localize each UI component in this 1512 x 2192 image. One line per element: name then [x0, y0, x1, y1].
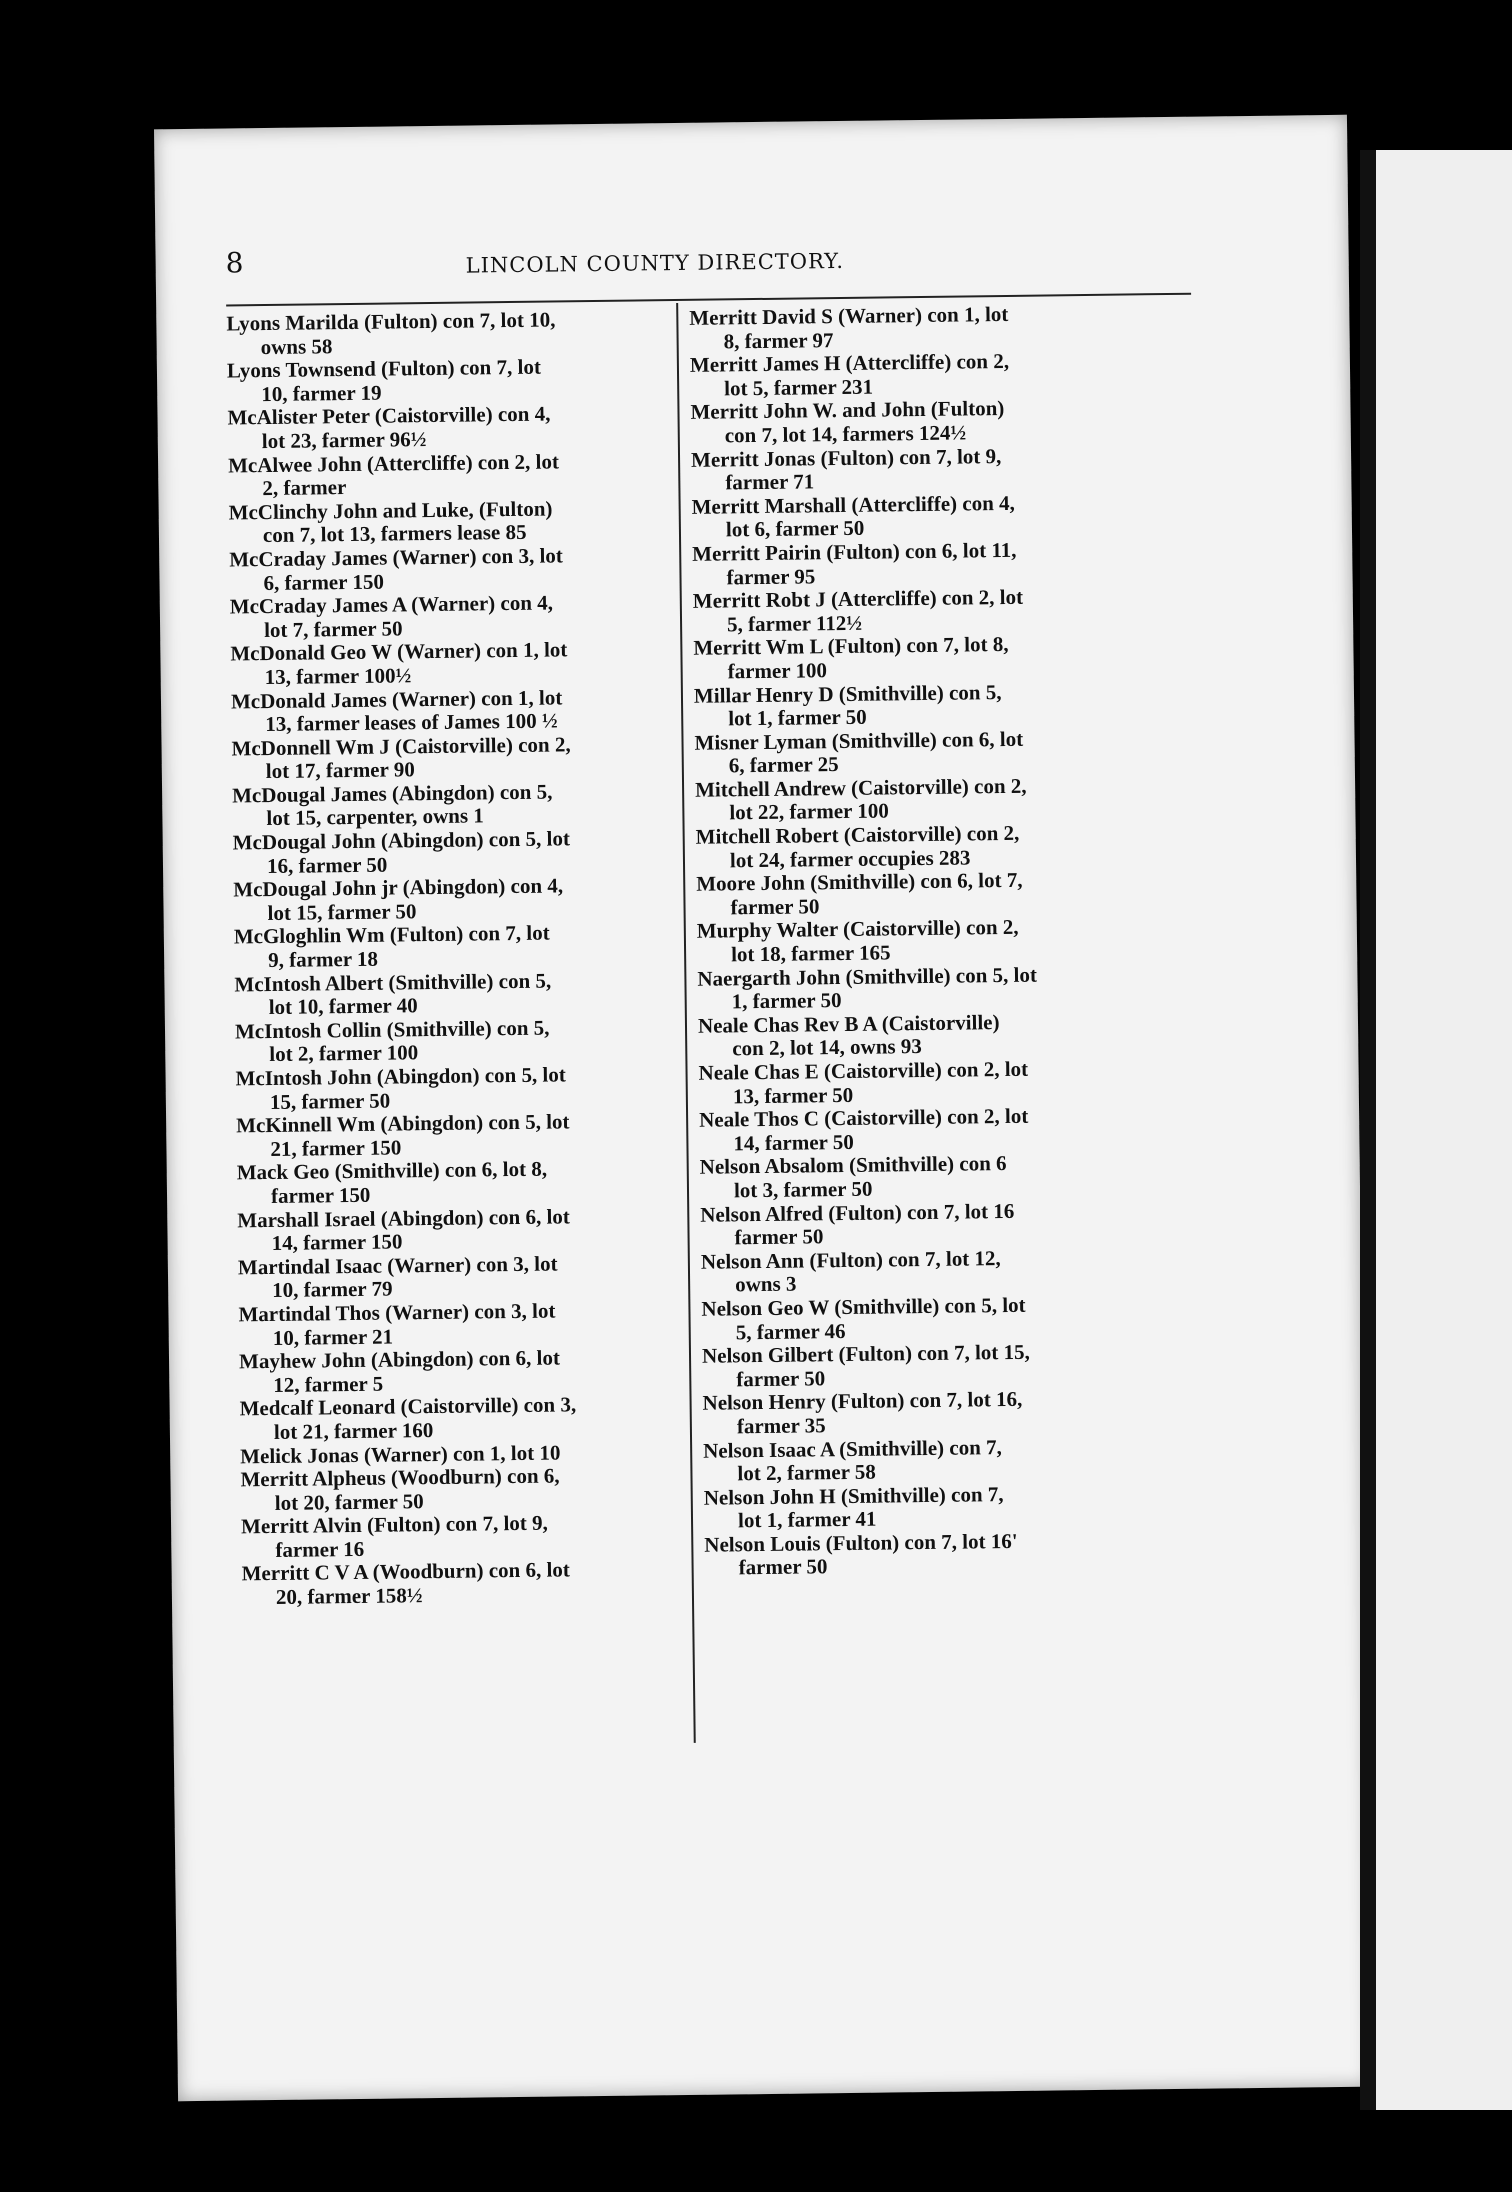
directory-entry	[702, 1339, 1173, 1392]
entry-line: McDougal James (Abingdon) con 5,	[231, 779, 553, 808]
directory-entry	[229, 496, 685, 549]
entry-continuation: lot 22, farmer 100	[729, 798, 889, 825]
directory-entry	[692, 537, 1163, 590]
directory-entry	[703, 1434, 1174, 1487]
entry-line: Martindal Thos (Warner) con 3, lot	[238, 1298, 556, 1327]
directory-entry	[698, 1056, 1169, 1109]
entry-line: Neale Chas Rev B A (Caistorville)	[697, 1009, 1000, 1038]
directory-entry	[701, 1245, 1172, 1298]
entry-continuation: owns 58	[260, 333, 333, 359]
entry-continuation: farmer 50	[736, 1365, 826, 1392]
entry-line: Mack Geo (Smithville) con 6, lot 8,	[236, 1157, 548, 1185]
directory-entry	[233, 873, 689, 926]
directory-entry	[692, 490, 1163, 543]
entry-line: Mayhew John (Abingdon) con 6, lot	[238, 1345, 561, 1374]
directory-entry	[691, 443, 1162, 496]
entry-continuation: 5, farmer 112½	[726, 610, 863, 637]
entry-continuation: lot 21, farmer 160	[273, 1417, 434, 1444]
entry-continuation: lot 20, farmer 50	[274, 1488, 424, 1515]
entry-line: Medcalf Leonard (Caistorville) con 3,	[239, 1392, 577, 1421]
directory-entry	[693, 584, 1164, 637]
directory-entry	[241, 1510, 697, 1563]
entry-continuation: 6, farmer 25	[728, 752, 839, 778]
directory-entry	[699, 1103, 1170, 1156]
directory-entry	[239, 1345, 695, 1398]
entry-continuation: farmer 71	[725, 469, 815, 495]
directory-entry	[695, 773, 1166, 826]
entry-line: Lyons Townsend (Fulton) con 7, lot	[226, 354, 542, 383]
directory-entry	[702, 1386, 1173, 1439]
entry-continuation: farmer 100	[727, 658, 828, 684]
entry-line: Nelson Louis (Fulton) con 7, lot 16'	[704, 1528, 1018, 1557]
directory-entry	[235, 1062, 691, 1115]
entry-line: McDonald James (Warner) con 1, lot	[230, 684, 563, 713]
directory-entry	[227, 401, 683, 454]
entry-continuation: farmer 95	[726, 563, 816, 589]
entry-line: Marshall Israel (Abingdon) con 6, lot	[237, 1203, 570, 1232]
directory-entry	[690, 348, 1161, 401]
entry-continuation: lot 18, farmer 165	[730, 940, 891, 967]
entry-line: McDougal John (Abingdon) con 5, lot	[232, 826, 571, 855]
entry-line: Nelson Isaac A (Smithville) con 7,	[703, 1434, 1002, 1463]
entry-line: McDonald Geo W (Warner) con 1, lot	[230, 637, 568, 666]
page-header	[225, 235, 1195, 287]
directory-entry	[696, 820, 1167, 873]
entry-continuation: lot 5, farmer 231	[724, 374, 874, 401]
entry-line: Mitchell Robert (Caistorville) con 2,	[695, 820, 1020, 849]
entry-line: Neale Chas E (Caistorville) con 2, lot	[698, 1056, 1029, 1085]
directory-entry	[240, 1463, 696, 1516]
entry-line: McDonnell Wm J (Caistorville) con 2,	[231, 732, 571, 761]
entry-line: Merritt C V A (Woodburn) con 6, lot	[241, 1557, 570, 1586]
entry-continuation: 2, farmer	[262, 475, 347, 501]
entry-line: Murphy Walter (Caistorville) con 2,	[696, 915, 1019, 944]
entry-line: Nelson Henry (Fulton) con 7, lot 16,	[702, 1387, 1023, 1416]
directory-entry	[240, 1392, 696, 1445]
entry-continuation: 13, farmer 100½	[264, 663, 412, 689]
directory-entry	[232, 779, 688, 832]
directory-entry	[237, 1203, 693, 1256]
entry-line: Merritt David S (Warner) con 1, lot	[689, 301, 1009, 330]
entry-continuation: lot 15, farmer 50	[267, 899, 417, 925]
page-number: 8	[225, 246, 244, 280]
entry-continuation: farmer 16	[275, 1536, 365, 1562]
entry-continuation: 8, farmer 97	[723, 327, 834, 354]
entry-line: McCraday James A (Warner) con 4,	[229, 590, 554, 619]
entry-continuation: 15, farmer 50	[269, 1088, 391, 1114]
entry-continuation: lot 2, farmer 100	[269, 1040, 419, 1067]
entry-continuation: con 7, lot 13, farmers lease 85	[262, 520, 527, 548]
entry-continuation: con 7, lot 14, farmers 124½	[724, 420, 967, 448]
entry-continuation: lot 24, farmer occupies 283	[729, 845, 971, 873]
entry-continuation: farmer 50	[730, 894, 820, 920]
entry-continuation: 9, farmer 18	[268, 946, 379, 973]
right-column	[689, 301, 1175, 1581]
entry-continuation: 21, farmer 150	[270, 1135, 402, 1161]
entry-continuation: 6, farmer 150	[263, 569, 385, 595]
directory-page	[154, 115, 1371, 2101]
entry-line: McClinchy John and Luke, (Fulton)	[228, 496, 553, 525]
directory-entry	[227, 354, 683, 407]
entry-line: Naergarth John (Smithville) con 5, lot	[697, 962, 1038, 991]
entry-continuation: lot 1, farmer 50	[728, 704, 867, 731]
entry-continuation: farmer 35	[736, 1413, 826, 1439]
directory-entry	[230, 637, 686, 690]
directory-entry	[238, 1251, 694, 1304]
entry-line: Nelson Absalom (Smithville) con 6	[699, 1151, 1007, 1180]
entry-continuation: 5, farmer 46	[735, 1318, 846, 1344]
directory-entry	[700, 1198, 1171, 1251]
entry-line: Millar Henry D (Smithville) con 5,	[693, 679, 1002, 708]
entry-line: Nelson John H (Smithville) con 7,	[703, 1481, 1004, 1510]
directory-entry	[704, 1528, 1175, 1581]
directory-entry	[234, 920, 690, 973]
entry-continuation: 14, farmer 150	[271, 1229, 403, 1256]
entry-continuation: 10, farmer 19	[261, 380, 382, 406]
entry-continuation: 13, farmer leases of James 100 ½	[265, 708, 558, 737]
entry-continuation: lot 2, farmer 58	[737, 1459, 877, 1486]
entry-line: McIntosh Albert (Smithville) con 5,	[234, 968, 552, 997]
entry-line: McCraday James (Warner) con 3, lot	[229, 543, 563, 572]
entry-continuation: 12, farmer 5	[273, 1371, 384, 1397]
entry-line: Merritt James H (Attercliffe) con 2,	[689, 349, 1010, 378]
directory-entry	[237, 1156, 693, 1209]
directory-entry	[689, 301, 1160, 354]
directory-entry	[228, 448, 684, 501]
entry-line: McAlister Peter (Caistorville) con 4,	[227, 401, 551, 430]
entry-line: Nelson Ann (Fulton) con 7, lot 12,	[700, 1245, 1001, 1274]
directory-entry	[238, 1298, 694, 1351]
entry-continuation: lot 15, carpenter, owns 1	[266, 803, 484, 831]
left-column	[226, 307, 697, 1610]
entry-continuation: 1, farmer 50	[731, 988, 842, 1014]
directory-entry	[698, 1009, 1169, 1062]
entry-continuation: farmer 50	[734, 1224, 824, 1250]
directory-entry	[701, 1292, 1172, 1345]
directory-entry	[242, 1557, 698, 1610]
entry-line: Merritt Robt J (Attercliffe) con 2, lot	[692, 584, 1024, 613]
entry-line: McKinnell Wm (Abingdon) con 5, lot	[236, 1109, 570, 1138]
entry-continuation: lot 7, farmer 50	[263, 616, 403, 642]
entry-line: McAlwee John (Attercliffe) con 2, lot	[227, 449, 560, 478]
entry-continuation: 10, farmer 79	[272, 1276, 393, 1303]
entry-line: McIntosh John (Abingdon) con 5, lot	[235, 1062, 566, 1091]
entry-continuation: lot 10, farmer 40	[268, 993, 418, 1020]
entry-line: Merritt Marshall (Attercliffe) con 4,	[691, 490, 1015, 519]
entry-line: McGloghlin Wm (Fulton) con 7, lot	[233, 921, 550, 949]
directory-entry	[704, 1481, 1175, 1534]
entry-line: Nelson Geo W (Smithville) con 5, lot	[701, 1292, 1026, 1321]
entry-line: Merritt Jonas (Fulton) con 7, lot 9,	[690, 443, 1002, 472]
entry-line: Nelson Gilbert (Fulton) con 7, lot 15,	[701, 1339, 1030, 1368]
running-head: LINCOLN COUNTY DIRECTORY.	[465, 248, 845, 278]
entry-continuation: lot 1, farmer 41	[737, 1506, 877, 1533]
entry-continuation: farmer 50	[738, 1554, 828, 1580]
entry-line: Misner Lyman (Smithville) con 6, lot	[694, 726, 1024, 755]
entry-line: Merritt Alpheus (Woodburn) con 6,	[240, 1463, 560, 1492]
entry-continuation: lot 3, farmer 50	[733, 1176, 873, 1203]
directory-entry	[690, 395, 1161, 448]
entry-line: Martindal Isaac (Warner) con 3, lot	[237, 1251, 558, 1280]
directory-entry	[226, 307, 682, 360]
directory-entry	[231, 684, 687, 737]
directory-entry	[229, 543, 685, 596]
entry-continuation: 16, farmer 50	[266, 852, 388, 878]
entry-continuation: 10, farmer 21	[272, 1324, 394, 1350]
entry-line: Lyons Marilda (Fulton) con 7, lot 10,	[226, 307, 556, 336]
entry-continuation: owns 3	[735, 1271, 797, 1297]
directory-entry	[694, 679, 1165, 732]
facing-page-edge	[1360, 150, 1512, 2110]
directory-entry	[700, 1150, 1171, 1203]
entry-line: Merritt Alvin (Fulton) con 7, lot 9,	[240, 1510, 548, 1539]
entry-continuation: 20, farmer 158½	[275, 1583, 423, 1610]
entry-line: Nelson Alfred (Fulton) con 7, lot 16	[700, 1198, 1015, 1227]
entry-continuation: 14, farmer 50	[733, 1129, 854, 1156]
directory-entry	[693, 631, 1164, 684]
directory-entry	[696, 867, 1167, 920]
entry-continuation: 13, farmer 50	[732, 1082, 854, 1108]
directory-entry	[697, 914, 1168, 967]
entry-line: Neale Thos C (Caistorville) con 2, lot	[698, 1103, 1029, 1132]
entry-continuation: lot 6, farmer 50	[725, 516, 865, 542]
entry-line: McDougal John jr (Abingdon) con 4,	[233, 873, 564, 902]
entry-line: Moore John (Smithville) con 6, lot 7,	[696, 868, 1023, 897]
entry-line: Merritt Wm L (Fulton) con 7, lot 8,	[693, 632, 1009, 661]
entry-line: Merritt Pairin (Fulton) con 6, lot 11,	[692, 537, 1017, 566]
entry-line: Melick Jonas (Warner) con 1, lot 10	[240, 1439, 561, 1468]
entry-line: Mitchell Andrew (Caistorville) con 2,	[694, 773, 1027, 802]
directory-entry	[235, 1015, 691, 1068]
directory-entry	[697, 962, 1168, 1015]
entry-line: McIntosh Collin (Smithville) con 5,	[234, 1015, 550, 1044]
directory-entry	[230, 590, 686, 643]
entry-continuation: lot 17, farmer 90	[265, 757, 415, 784]
entry-line: Merritt John W. and John (Fulton)	[690, 396, 1005, 425]
entry-continuation: lot 23, farmer 96½	[261, 427, 427, 454]
directory-entry	[694, 726, 1165, 779]
directory-entry	[231, 732, 687, 785]
directory-entry	[236, 1109, 692, 1162]
entry-continuation: farmer 150	[270, 1182, 371, 1208]
directory-entry	[234, 968, 690, 1021]
entry-continuation: con 2, lot 14, owns 93	[732, 1034, 923, 1061]
directory-entry	[233, 826, 689, 879]
